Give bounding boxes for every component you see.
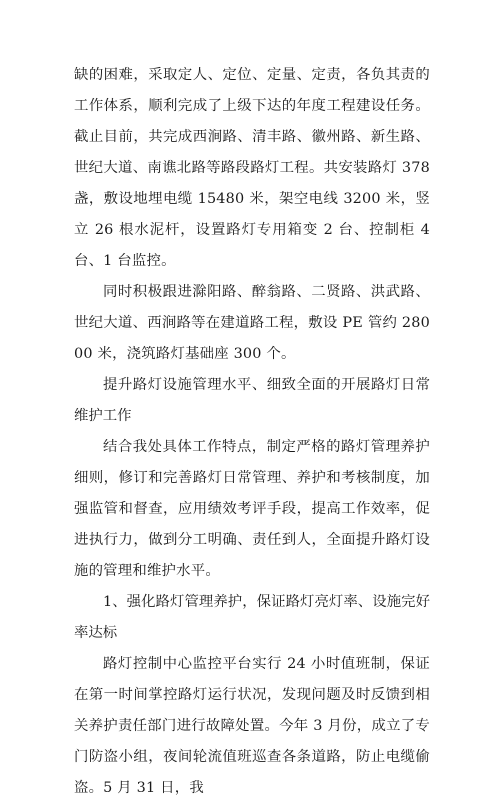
paragraph-ongoing-works: 同时积极跟进滁阳路、醉翁路、二贤路、洪武路、世纪大道、西涧路等在建道路工程，敷设 PE 管约 28000 米，浇筑路灯基础座 300 个。 — [74, 284, 430, 362]
paragraph-project-summary: 缺的困难，采取定人、定位、定量、定责，各负其责的工作体系，顺利完成了上级下达的年度工程建设任务。截止目前，共完成西涧路、清丰路、徽州路、新生路、世纪大道、南谯北路等路段路灯工程。共安装路灯 378 盏，敷设地埋电缆 15480 米，架空电线 3200 米，竖立 26 根水泥杆，设置路灯专用箱变 2 台、控制柜 4 台、1 台监控。 — [74, 67, 430, 269]
section-heading-maintenance: 提升路灯设施管理水平、细致全面的开展路灯日常维护工作 — [74, 377, 430, 424]
document-body — [74, 60, 430, 804]
paragraph-management-rules: 结合我处具体工作特点，制定严格的路灯管理养护细则，修订和完善路灯日常管理、养护和考核制度，加强监管和督查，应用绩效考评手段，提高工作效率，促进执行力，做到分工明确、责任到人，全面提升路灯设施的管理和维护水平。 — [74, 439, 430, 579]
subsection-heading-lighting-rate: 1、强化路灯管理养护，保证路灯亮灯率、设施完好率达标 — [74, 594, 430, 641]
paragraph-monitoring-center: 路灯控制中心监控平台实行 24 小时值班制，保证在第一时间掌控路灯运行状况，发现问题及时反馈到相关养护责任部门进行故障处置。今年 3 月份，成立了专门防盗小组，夜间轮流值班巡查各条道路，防止电缆偷盗。5 月 31 日，我 — [74, 656, 430, 796]
